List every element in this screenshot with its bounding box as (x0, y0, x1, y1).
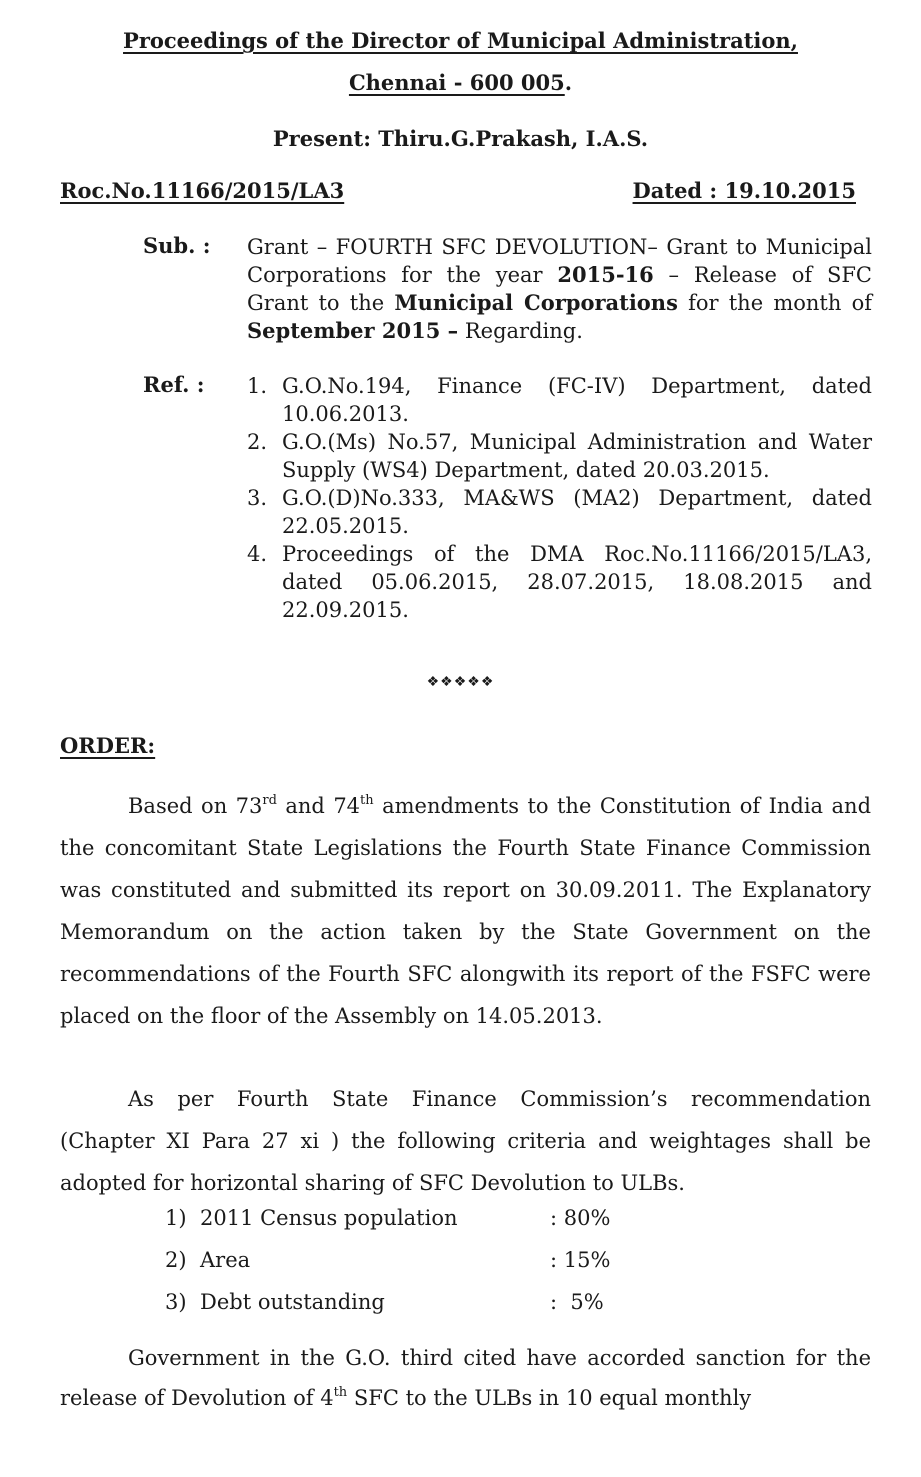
criteria-weightage: : 80% (550, 1206, 611, 1230)
order-paragraph-2: As per Fourth State Finance Commission’s recommendation (Chapter XI Para 27 xi ) the following criteria and weightages shall be adopted for horizontal sharing of SFC Devolution to ULBs. (60, 1087, 871, 1195)
reference-item (247, 372, 872, 428)
document-title: Proceedings of the Director of Municipal Administration, (123, 28, 798, 53)
office-city-name: Chennai - 600 005 (348, 70, 565, 95)
reference-text: G.O.(D)No.333, MA&WS (MA2) Department, dated 22.05.2015. (282, 486, 872, 538)
office-city (0, 70, 921, 95)
paragraph-text: SFC to the ULBs in 10 equal monthly (347, 1386, 752, 1410)
criteria-item (165, 1288, 645, 1330)
superscript: rd (262, 793, 277, 808)
reference-item (247, 484, 872, 540)
reference-number: 3. (247, 486, 268, 510)
criteria-list (165, 1204, 645, 1330)
subject-text-part: for the month of (677, 291, 872, 315)
subject-year: 2015-16 (557, 262, 654, 287)
separator-ornament: ❖❖❖❖❖ (426, 674, 495, 690)
reference-text: Proceedings of the DMA Roc.No.11166/2015/LA3, dated 05.06.2015, 28.07.2015, 18.08.2015 and 22.09.2015. (282, 542, 872, 622)
roc-number: Roc.No.11166/2015/LA3 (60, 178, 345, 203)
subject-text-part: Regarding. (458, 319, 583, 343)
order-paragraph-3 (60, 1338, 871, 1418)
criteria-number: 3) (165, 1290, 187, 1314)
order-heading: ORDER: (60, 733, 156, 758)
office-city-suffix: . (564, 70, 573, 95)
paragraph-text: Based on 73 (128, 794, 263, 818)
subject-corporations: Municipal Corporations (394, 290, 678, 315)
criteria-weightage: : 5% (550, 1290, 604, 1314)
reference-number: 4. (247, 542, 268, 566)
subject-text (247, 233, 872, 345)
criteria-item (165, 1204, 645, 1246)
order-paragraph-1 (60, 785, 871, 1037)
subject-month: September 2015 – (247, 318, 459, 343)
reference-list (247, 372, 872, 624)
subject-text-part: Grant – FOURTH SFC DEVOLUTION– Grant to Municipal Corporations for the year (247, 235, 872, 287)
subject-label: Sub. : (143, 233, 211, 258)
reference-label: Ref. : (143, 372, 205, 397)
reference-text: G.O.No.194, Finance (FC-IV) Department, dated 10.06.2013. (282, 374, 872, 426)
criteria-item (165, 1246, 645, 1288)
criteria-label: Area (200, 1248, 251, 1272)
criteria-weightage: : 15% (550, 1248, 611, 1272)
paragraph-text: and 74 (276, 794, 361, 818)
criteria-label: 2011 Census population (200, 1206, 458, 1230)
reference-text: G.O.(Ms) No.57, Municipal Administration and Water Supply (WS4) Department, dated 20.03.2015. (282, 430, 872, 482)
reference-item (247, 540, 872, 624)
dated: Dated : 19.10.2015 (632, 178, 856, 203)
reference-number: 1. (247, 374, 268, 398)
criteria-number: 2) (165, 1248, 187, 1272)
paragraph-text: amendments to the Constitution of India and the concomitant State Legislations the Fourth State Finance Commission was constituted and submitted its report on 30.09.2011. The Explanatory Memorandum on the action taken by the State Government on the recommendations of the Fourth SFC alongwith its report of the FSFC were placed on the floor of the Assembly on 14.05.2013. (60, 794, 872, 1028)
criteria-number: 1) (165, 1206, 187, 1230)
superscript: th (333, 1385, 348, 1400)
reference-item (247, 428, 872, 484)
reference-number: 2. (247, 430, 268, 454)
paragraph-text: Government in the G.O. third cited have accorded sanction for the release of Devolution of 4 (60, 1346, 871, 1410)
subject-text-part: – Release of SFC Grant to the (247, 263, 872, 315)
superscript: th (360, 793, 374, 808)
present-officer: Present: Thiru.G.Prakash, I.A.S. (272, 126, 649, 151)
criteria-label: Debt outstanding (200, 1290, 385, 1314)
